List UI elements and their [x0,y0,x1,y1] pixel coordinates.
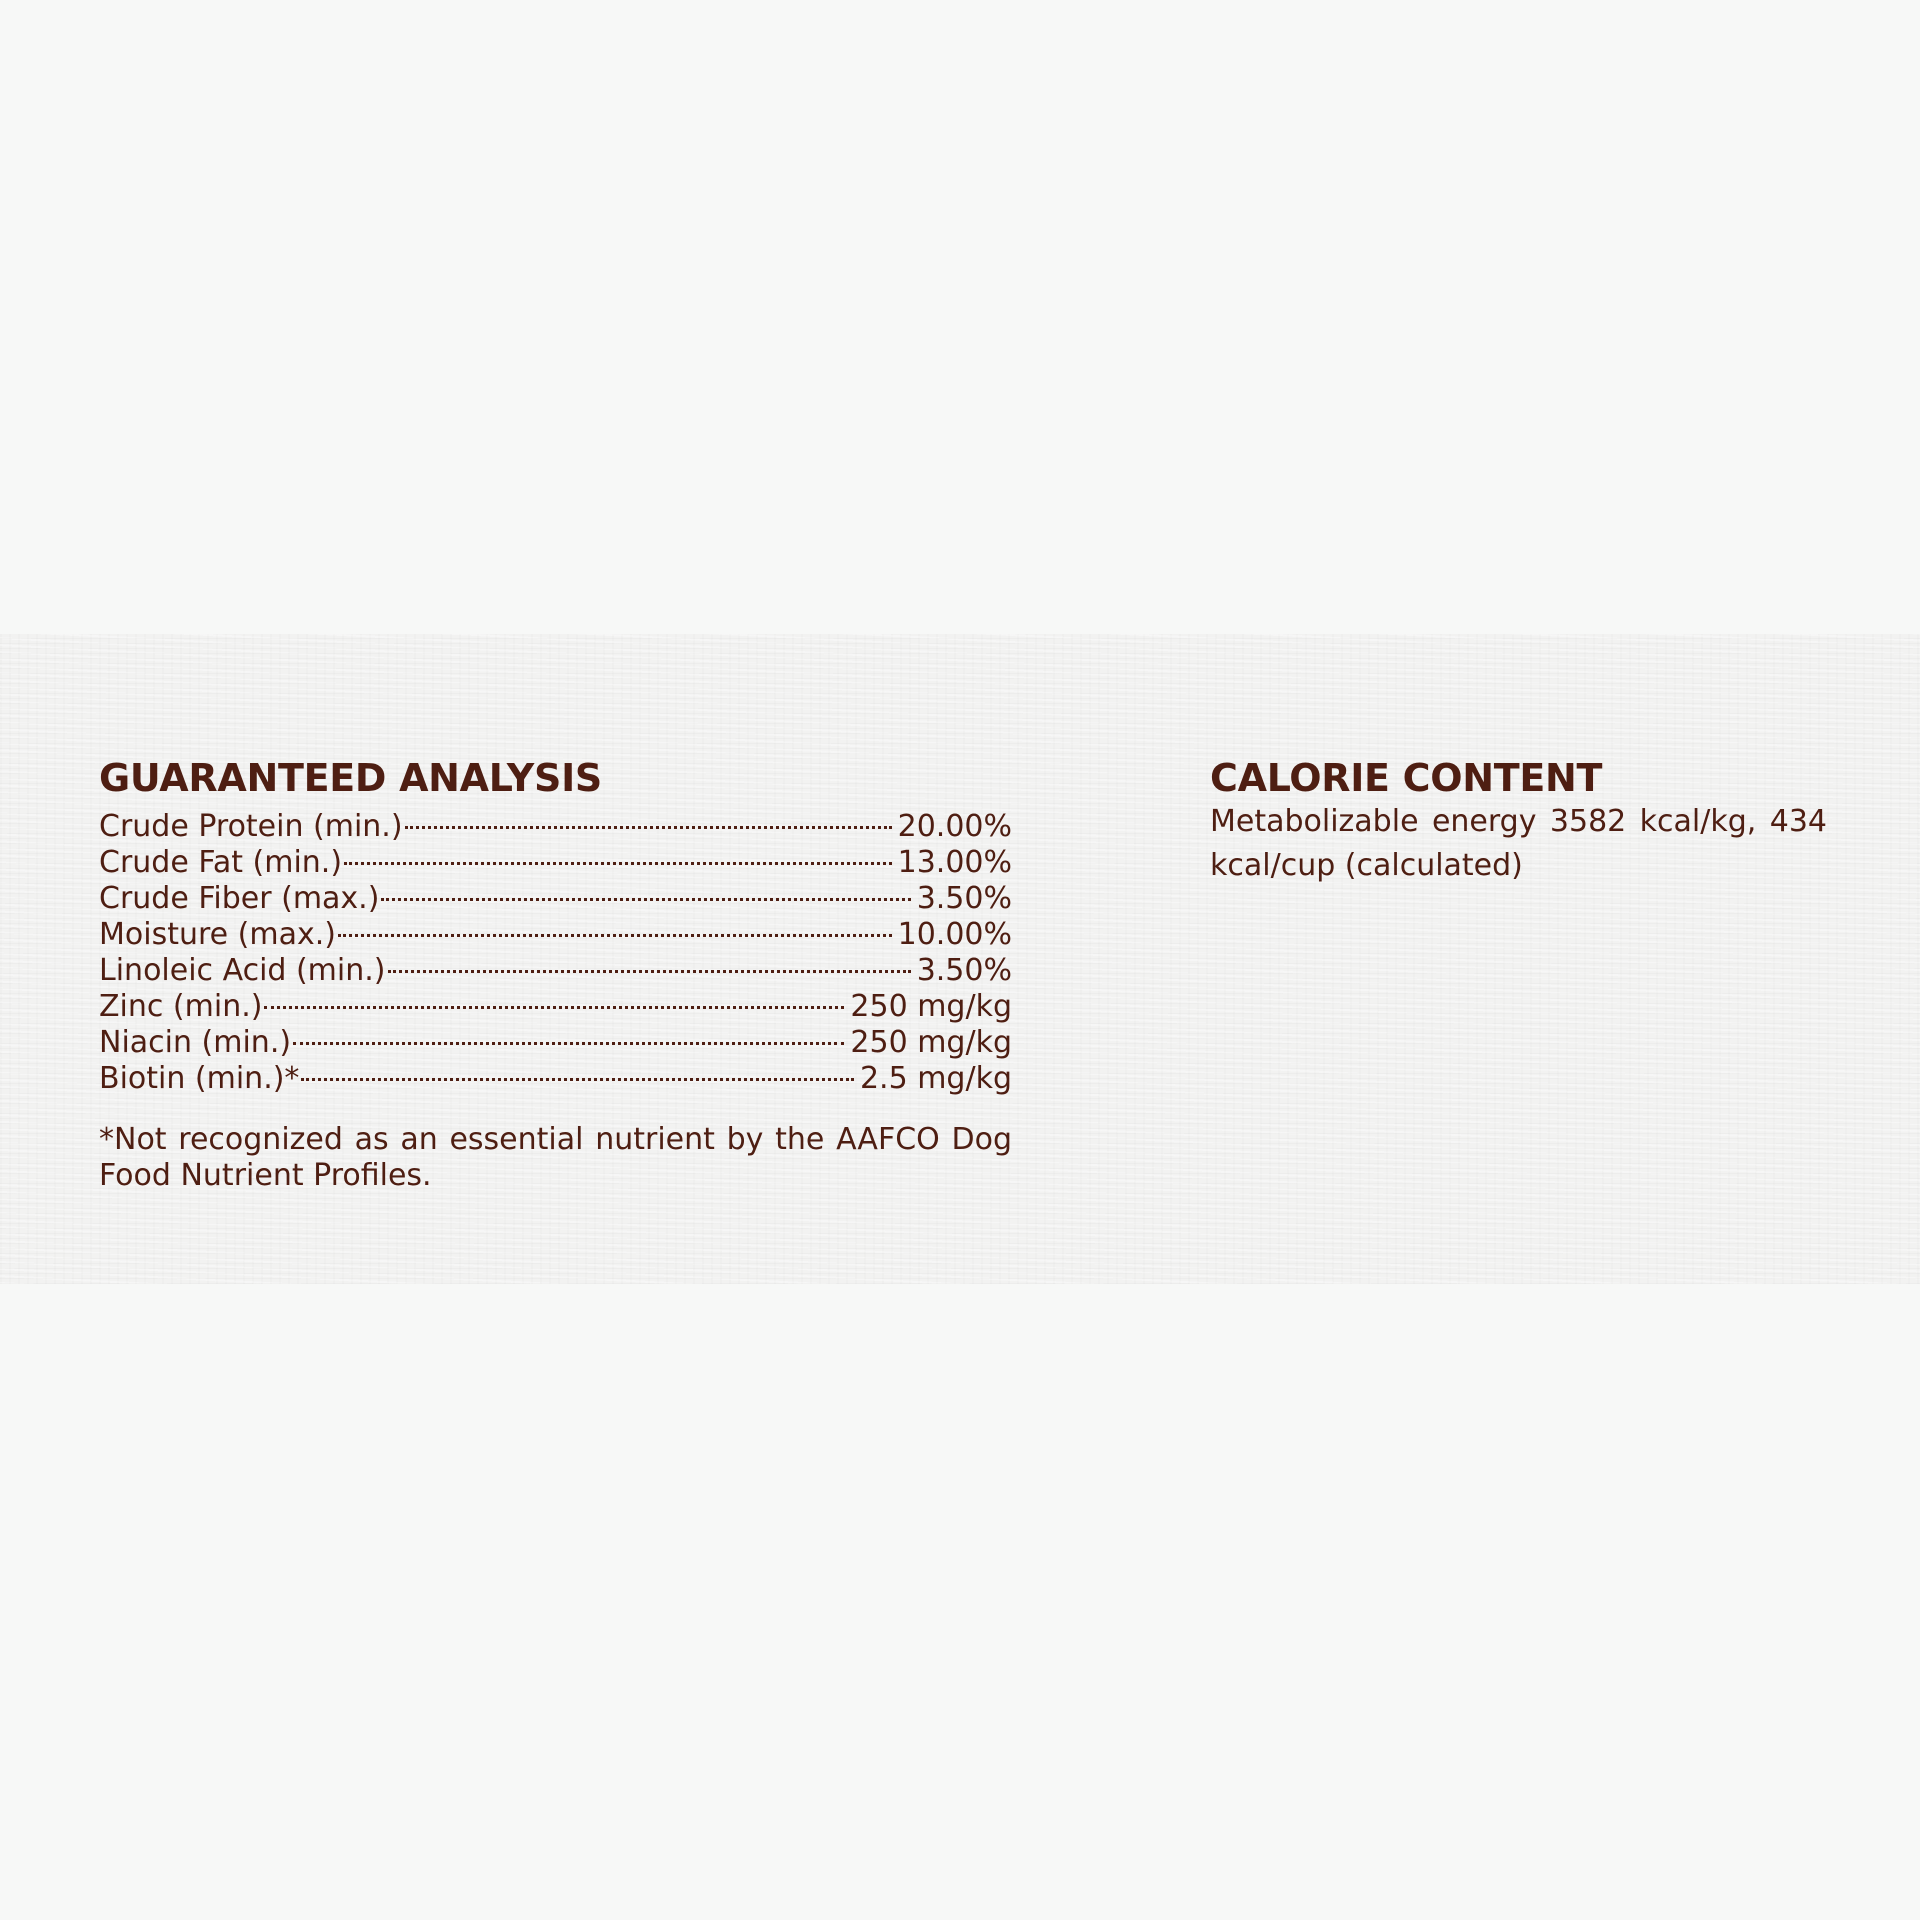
guaranteed-analysis-section [99,756,1012,1224]
analysis-row-value: 3.50% [916,881,1012,916]
analysis-row-value: 2.5 mg/kg [859,1061,1012,1096]
dot-leader [264,980,844,1016]
analysis-row-label: Linoleic Acid (min.) [99,953,386,988]
guaranteed-analysis-heading: GUARANTEED ANALYSIS [99,756,602,800]
analysis-row-label: Moisture (max.) [99,917,336,952]
analysis-table [99,800,1012,1096]
label-panel [0,634,1920,1284]
analysis-row-value: 250 mg/kg [850,1025,1012,1060]
dot-leader [293,1016,844,1052]
calorie-content-text: Metabolizable energy 3582 kcal/kg, 434 kcal/cup (calculated) [1210,804,1827,883]
analysis-row-label: Crude Protein (min.) [99,809,403,844]
calorie-content-heading: CALORIE CONTENT [1210,756,1603,800]
aafco-footnote: *Not recognized as an essential nutrient by the AAFCO Dog Food Nutrient Profiles. [99,1122,1012,1193]
analysis-row-value: 3.50% [916,953,1012,988]
analysis-row-value: 13.00% [897,845,1012,880]
analysis-row-label: Niacin (min.) [99,1025,292,1060]
dot-leader [344,836,892,872]
analysis-row-value: 10.00% [897,917,1012,952]
analysis-row-value: 20.00% [897,809,1012,844]
dot-leader [388,944,911,980]
calorie-content-section [1210,756,1827,888]
analysis-row [99,800,1012,844]
analysis-row-label: Biotin (min.)* [99,1061,300,1096]
analysis-row-label: Zinc (min.) [99,989,263,1024]
dot-leader [405,800,892,836]
dot-leader [338,908,892,944]
analysis-row-label: Crude Fiber (max.) [99,881,380,916]
analysis-row-value: 250 mg/kg [850,989,1012,1024]
analysis-row-label: Crude Fat (min.) [99,845,343,880]
dot-leader [301,1052,854,1088]
dot-leader [381,872,910,908]
